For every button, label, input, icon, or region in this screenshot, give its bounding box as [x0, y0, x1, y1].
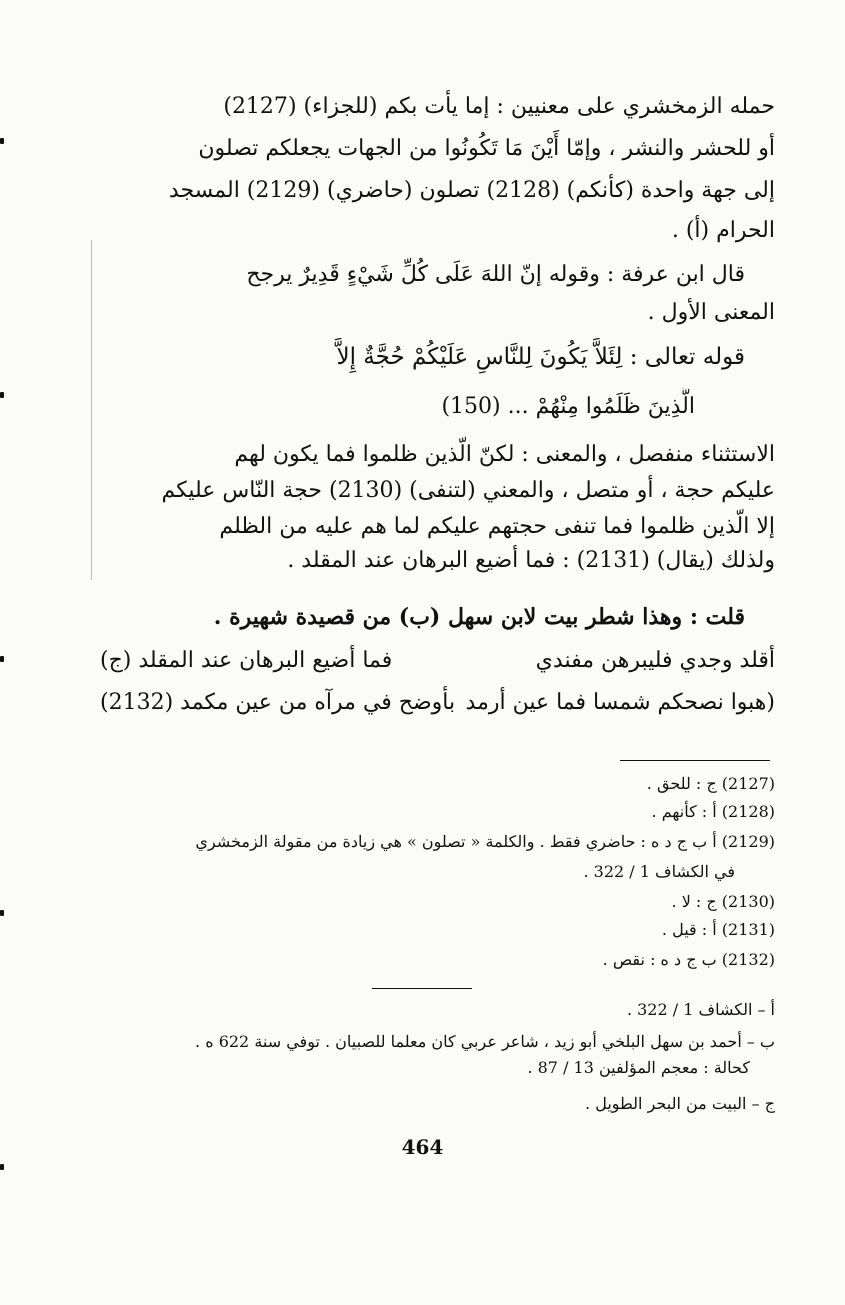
body-line: حمله الزمخشري على معنيين : إما يأت بكم (للجزاء) (2127) — [223, 94, 775, 119]
body-line: ولذلك (يقال) (2131) : فما أضيع البرهان عند المقلد . — [287, 548, 775, 573]
reference-separator — [372, 988, 472, 989]
body-line: الاستثناء منفصل ، والمعنى : لكنّ الّذين ظلموا فما يكون لهم — [234, 442, 775, 467]
body-line: أو للحشر والنشر ، وإمّا أَيْنَ مَا تَكُونُوا من الجهات يجعلكم تصلون — [198, 136, 775, 161]
poem-verse — [100, 690, 775, 730]
hemistich-first: أقلد وجدي فليبرهن مفندي — [535, 648, 775, 673]
hemistich-first: (هبوا نصحكم شمسا فما عين أرمد — [465, 690, 775, 715]
footnote: (2130) ج : لا . — [671, 892, 775, 911]
body-line: عليكم حجة ، أو متصل ، والمعني (لتنفى) (2130) حجة النّاس عليكم — [161, 478, 775, 503]
footnote-separator — [620, 760, 770, 761]
body-line: قلت : وهذا شطر بيت لابن سهل (ب) من قصيدة شهيرة . — [213, 604, 745, 630]
hemistich-second: فما أضيع البرهان عند المقلد (ج) — [100, 648, 393, 673]
margin-mark — [0, 910, 4, 916]
margin-mark — [0, 138, 4, 144]
body-line: إلا الّذين ظلموا فما تنفى حجتهم عليكم لما هم عليه من الظلم — [219, 514, 775, 539]
margin-mark — [0, 1164, 4, 1170]
footnote: (2129) أ ب ج د ه : حاضري فقط . والكلمة « تصلون » هي زيادة من مقولة الزمخشري — [195, 832, 775, 851]
footnote: (2131) أ : قيل . — [661, 920, 775, 939]
verse-line: قوله تعالى : لِئَلاَّ يَكُونَ لِلنَّاسِ عَلَيْكُمْ حُجَّةٌ إِلاَّ — [336, 344, 745, 370]
hemistich-second: بأوضح في مرآه من عين مكمد (2132) — [100, 690, 456, 715]
verse-line: الَّذِينَ ظَلَمُوا مِنْهُمْ ... (150) — [441, 394, 695, 419]
footnote: في الكشاف 1 / 322 . — [583, 862, 735, 881]
poem-verse — [100, 648, 775, 688]
body-line: قال ابن عرفة : وقوله إنّ اللهَ عَلَى كُلِّ شَيْءٍ قَدِيرٌ يرجح — [246, 262, 745, 287]
body-line: إلى جهة واحدة (كأنكم) (2128) تصلون (حاضري) (2129) المسجد — [168, 178, 775, 203]
footnote: (2128) أ : كأنهم . — [651, 802, 775, 821]
body-line: المعنى الأول . — [647, 300, 775, 325]
margin-mark — [0, 656, 4, 662]
margin-mark — [0, 392, 4, 398]
reference-note: أ – الكشاف 1 / 322 . — [626, 1000, 775, 1019]
footnote: (2132) ب ج د ه : نقص . — [602, 950, 775, 969]
margin-rule — [91, 240, 92, 580]
body-line: الحرام (أ) . — [671, 218, 775, 243]
footnote: (2127) ج : للحق . — [646, 774, 775, 793]
reference-note: ج – البيت من البحر الطويل . — [585, 1094, 775, 1113]
reference-note: كحالة : معجم المؤلفين 13 / 87 . — [527, 1058, 750, 1077]
reference-note: ب – أحمد بن سهل البلخي أبو زيد ، شاعر عربي كان معلما للصبيان . توفي سنة 622 ه . — [195, 1032, 775, 1051]
page-number: 464 — [401, 1135, 444, 1159]
